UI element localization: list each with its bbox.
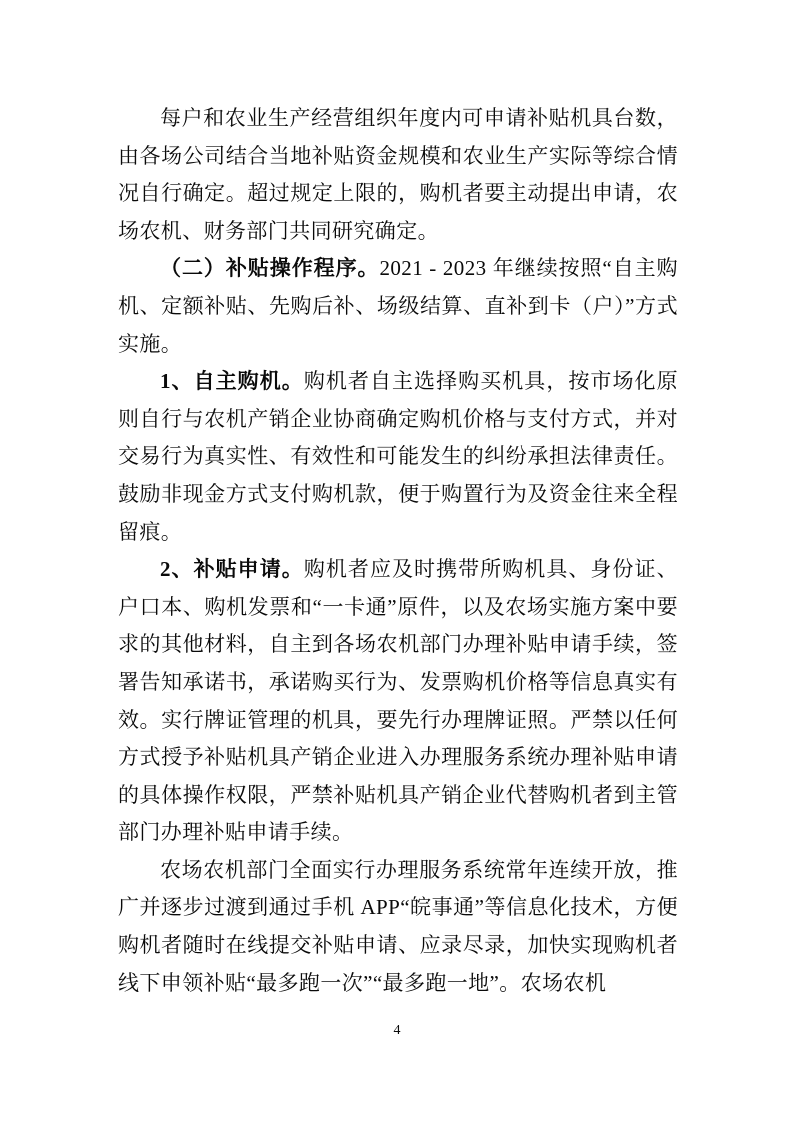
paragraph	[118, 100, 678, 250]
paragraph-lead: 2、补贴申请。	[160, 557, 304, 582]
paragraph-text: 2021 - 2023 年继续按照“自主购机、定额补贴、先购后补、场级结算、直补到卡（户）”方式实施。	[118, 256, 679, 356]
paragraph-lead: （二）补贴操作程序。	[160, 256, 380, 281]
page-number: 4	[393, 1023, 401, 1038]
paragraph	[118, 250, 678, 363]
paragraph	[118, 551, 678, 852]
page-footer	[0, 1021, 794, 1041]
paragraph	[118, 363, 678, 551]
paragraph-text: 购机者自主选择购买机具，按市场化原则自行与农机产销企业协商确定购机价格与支付方式，并对交易行为真实性、有效性和可能发生的纠纷承担法律责任。鼓励非现金方式支付购机款，便于购置行为及资金往来全程留痕。	[118, 369, 678, 544]
paragraph-lead: 1、自主购机。	[160, 369, 304, 394]
paragraph-text: 购机者应及时携带所购机具、身份证、户口本、购机发票和“一卡通”原件，以及农场实施方案中要求的其他材料，自主到各场农机部门办理补贴申请手续，签署告知承诺书，承诺购买行为、发票购机价格等信息真实有效。实行牌证管理的机具，要先行办理牌证照。严禁以任何方式授予补贴机具产销企业进入办理服务系统办理补贴申请的具体操作权限，严禁补贴机具产销企业代替购机者到主管部门办理补贴申请手续。	[118, 557, 678, 845]
paragraph-text: 农场农机部门全面实行办理服务系统常年连续开放，推广并逐步过渡到通过手机 APP“皖事通”等信息化技术，方便购机者随时在线提交补贴申请、应录尽录，加快实现购机者线下申领补贴“最多跑一次”“最多跑一地”。农场农机	[118, 857, 678, 995]
document-body	[118, 100, 678, 1002]
paragraph-text: 每户和农业生产经营组织年度内可申请补贴机具台数，由各场公司结合当地补贴资金规模和农业生产实际等综合情况自行确定。超过规定上限的，购机者要主动提出申请，农场农机、财务部门共同研究确定。	[118, 106, 678, 243]
paragraph	[118, 852, 678, 1002]
